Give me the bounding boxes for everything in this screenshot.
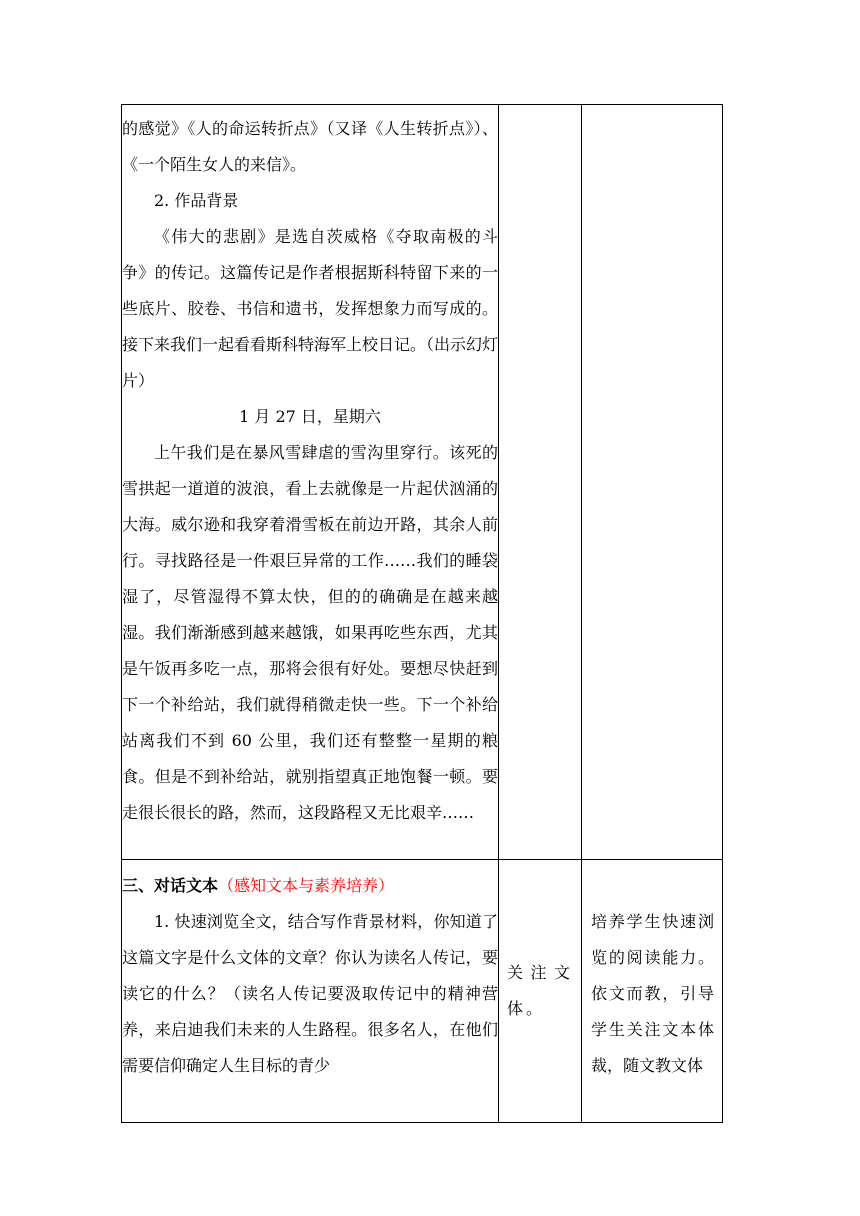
- section-title: [122, 868, 498, 904]
- section-title-text: 三、对话文本: [122, 876, 219, 895]
- student-activity-cell: 关注文体。: [499, 860, 582, 1123]
- subheading-background: 2. 作品背景: [154, 191, 239, 210]
- table-row: [122, 860, 723, 1123]
- works-list-text: 的感觉》《人的命运转折点》（又译《人生转折点》）、《一个陌生女人的来信》。: [122, 119, 498, 174]
- background-paragraph: 《伟大的悲剧》是选自茨威格《夺取南极的斗争》的传记。这篇传记是作者根据斯科特留下来的一些底片、胶卷、书信和遗书，发挥想象力而写成的。接下来我们一起看看斯科特海军上校日记。（出示幻灯片）: [122, 227, 499, 390]
- diary-date: 1 月 27 日，星期六: [239, 407, 381, 426]
- teaching-content-cell: [122, 860, 499, 1123]
- lesson-plan-table: [121, 104, 723, 1123]
- question-paragraph: 1. 快速浏览全文，结合写作背景材料，你知道了这篇文字是什么文体的文章？你认为读名人传记，要读它的什么？（读名人传记要汲取传记中的精神营养，来启迪我们未来的人生路程。很多名人，在他们需要信仰确定人生目标的青少: [122, 912, 498, 1075]
- design-intent-cell: [582, 105, 723, 860]
- section-title-note: （感知文本与素养培养）: [218, 876, 395, 895]
- design-intent-cell: 培养学生快速浏览的阅读能力。依文而教，引导学生关注文本体裁，随文教文体: [582, 860, 723, 1123]
- table-row: [122, 105, 723, 860]
- diary-excerpt: 上午我们是在暴风雪肆虐的雪沟里穿行。该死的雪拱起一道道的波浪，看上去就像是一片起伏汹涌的大海。威尔逊和我穿着滑雪板在前边开路，其余人前行。寻找路径是一件艰巨异常的工作……我们的睡袋湿了，尽管湿得不算太快，但的的确确是在越来越湿。我们渐渐感到越来越饿，如果再吃些东西，尤其是午饭再多吃一点，那将会很有好处。要想尽快赶到下一个补给站，我们就得稍微走快一些。下一个补给站离我们不到 60 公里，我们还有整整一星期的粮食。但是不到补给站，就别指望真正地饱餐一顿。要走很长很长的路，然而，这段路程又无比艰辛……: [122, 443, 498, 822]
- teaching-content-cell: [122, 105, 499, 860]
- student-activity-cell: [499, 105, 582, 860]
